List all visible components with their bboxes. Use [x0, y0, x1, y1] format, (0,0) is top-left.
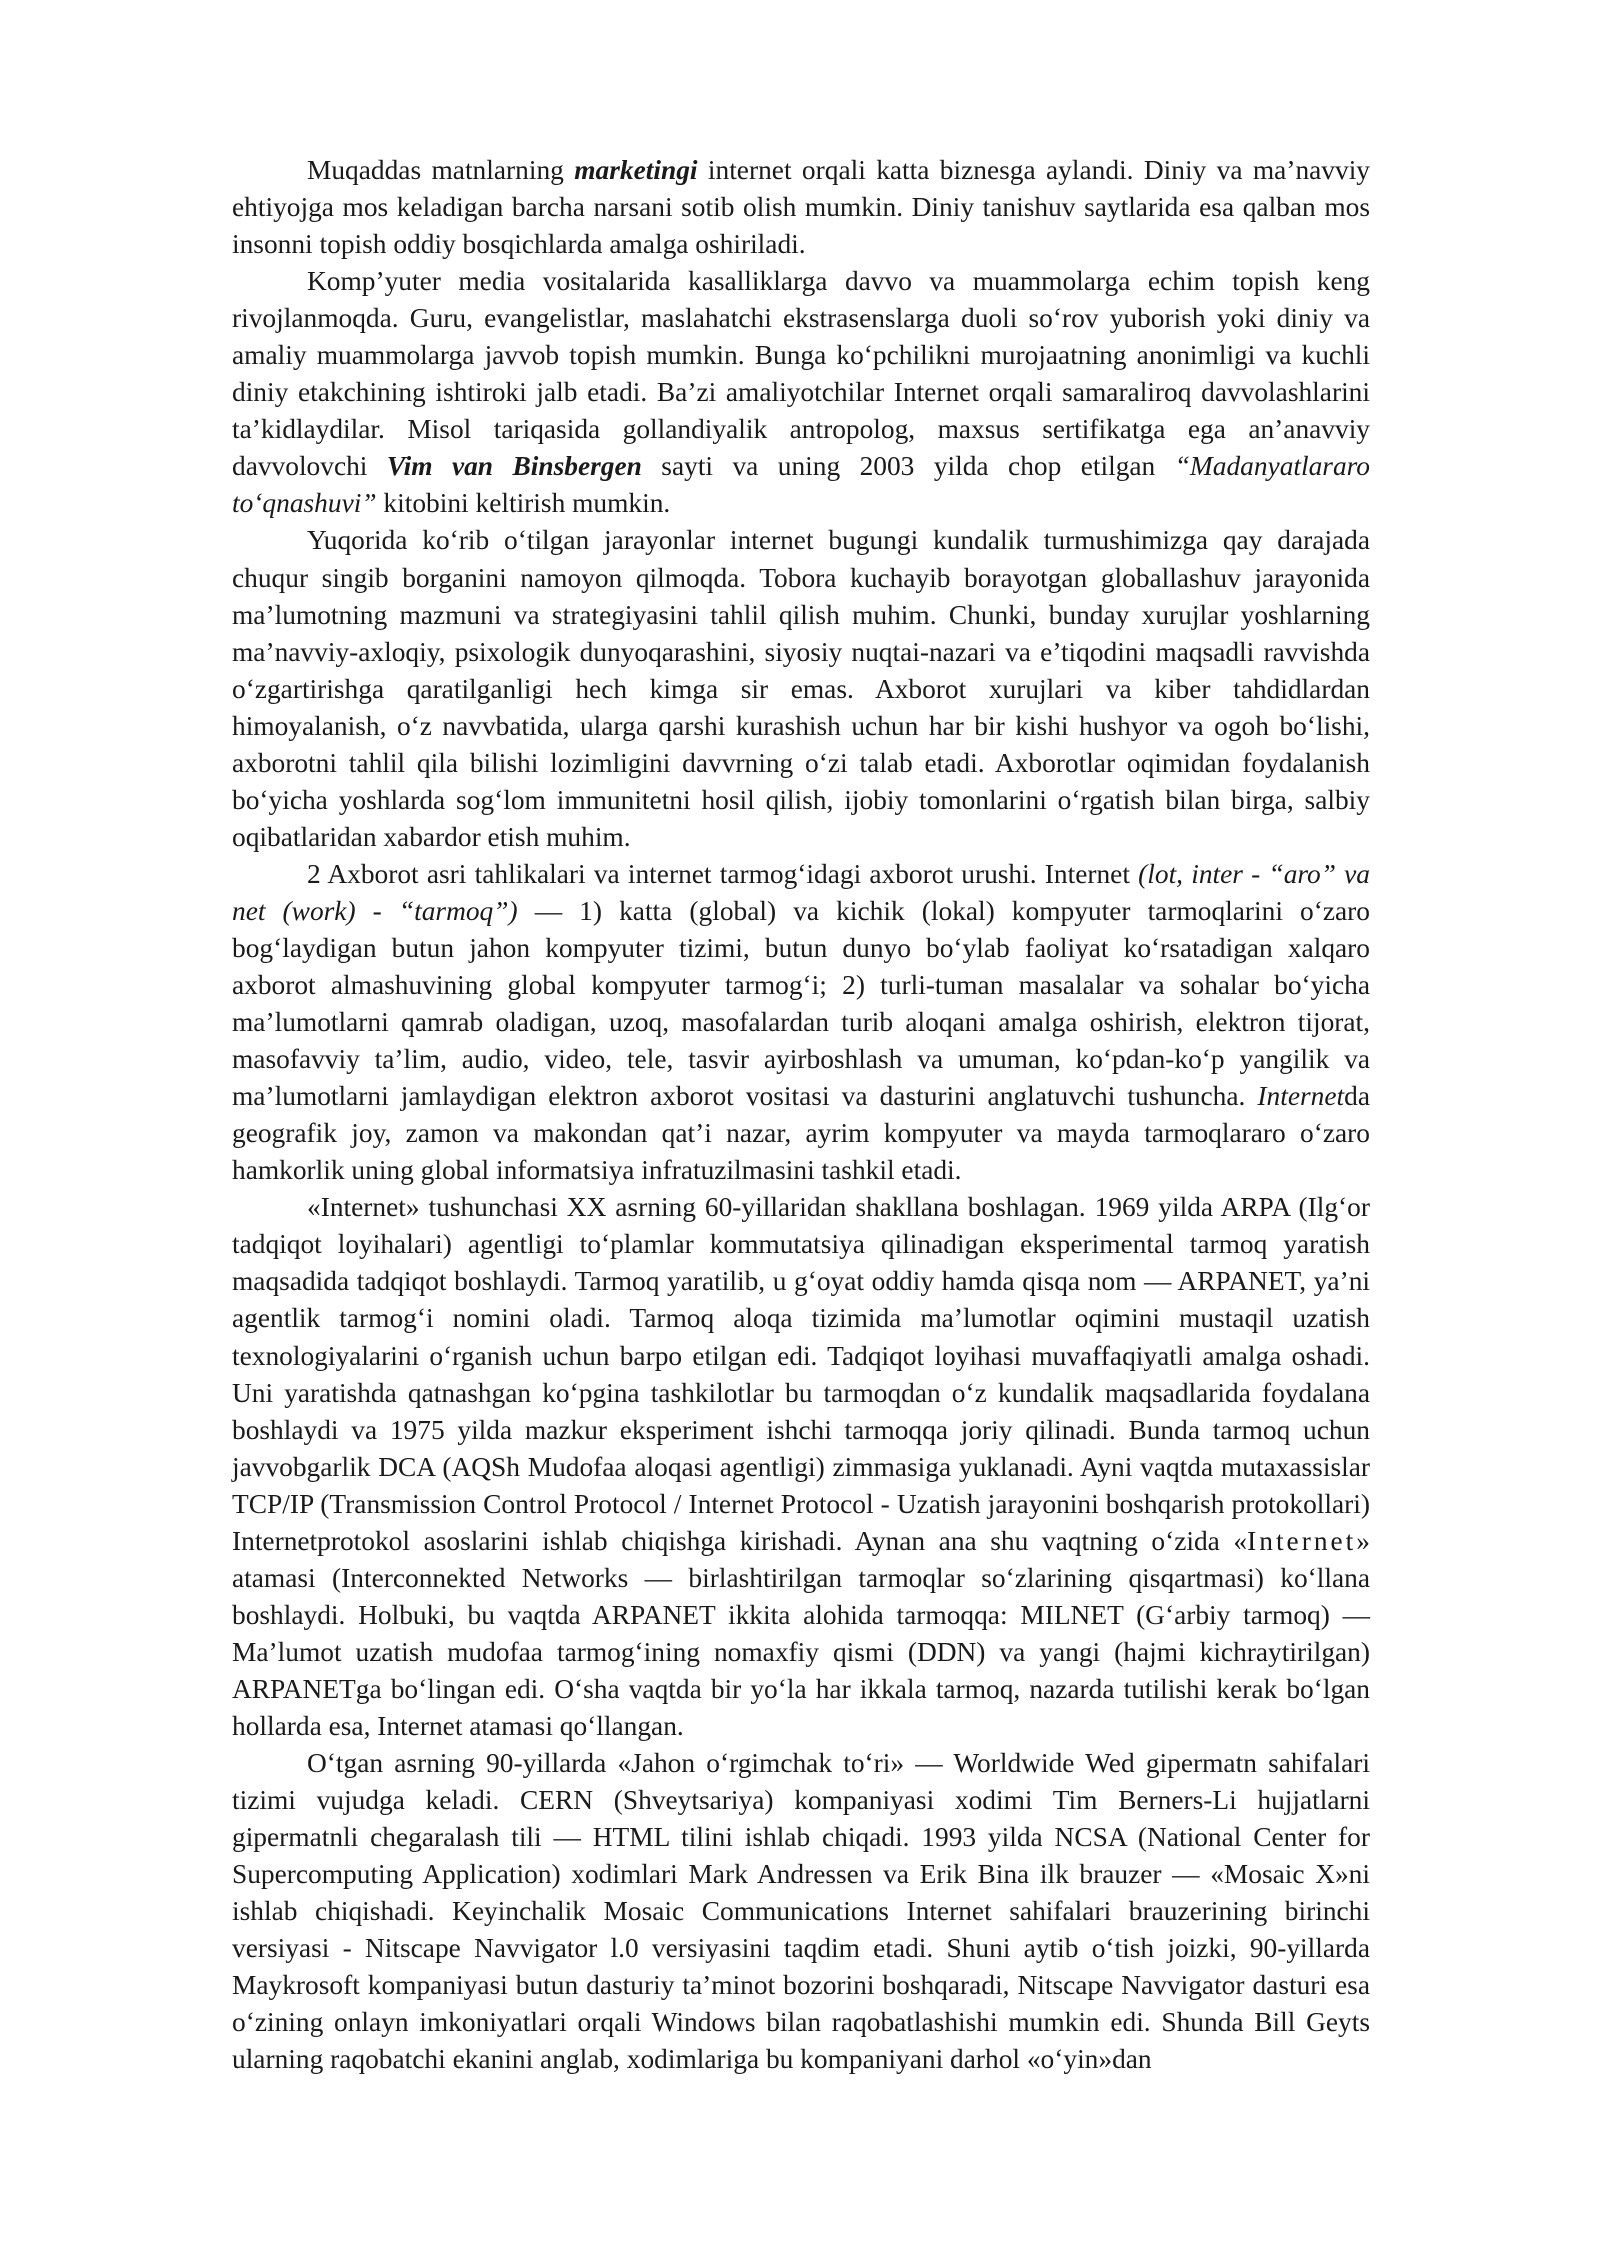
text-run: Yuqorida ko‘rib o‘tilgan jarayonlar internet bugungi kundalik turmushimizga qay darajada chuqur singib borganini namoyon qilmoqda. Tobora kuchayib borayotgan globallashuv jarayonida ma’lumotning mazmuni va strategiyasini tahlil qilish muhim. Chunki, bunday xurujlar yoshlarning ma’navviy-axloqiy, psixologik dunyoqarashini, siyosiy nuqtai-nazari va e’tiqodini maqsadli ravvishda o‘zgartirishga qaratilganligi hech kimga sir emas. Axborot xurujlari va kiber tahdidlardan himoyalanish, o‘z navvbatida, ularga qarshi kurashish uchun har bir kishi hushyor va ogoh bo‘lishi, axborotni tahlil qila bilishi lozimligini davvrning o‘zi talab etadi. Axborotlar oqimidan foydalanish bo‘yicha yoshlarda sog‘lom immunitetni hosil qilish, ijobiy tomonlarini o‘rgatish bilan birga, salbiy oqibatlaridan xabardor etish muhim. [232, 525, 1370, 852]
text-run: Komp’yuter media vositalarida kasalliklarga davvo va muammolarga echim topish keng rivojlanmoqda. Guru, evangelistlar, maslahatchi ekstrasenslarga duoli so‘rov yuborish yoki diniy va amaliy muammolarga javvob topish mumkin. Bunga ko‘pchilikni murojaatning anonimligi va kuchli diniy etakchining ishtiroki jalb etadi. Ba’zi amaliyotchilar Internet orqali samaraliroq davvolashlarini ta’kidlaydilar. Misol tariqasida gollandiyalik antropolog, maxsus sertifikatga ega an’anavviy davvolovchi [232, 266, 1370, 482]
paragraph-marketing [232, 152, 1370, 263]
text-run: Muqaddas matnlarning [307, 155, 575, 185]
document-page [232, 152, 1370, 2078]
text-run: «Internet» tushunchasi XX asrning 60-yillaridan shakllana boshlagan. 1969 yilda ARPA (Ilg‘or tadqiqot loyihalari) agentligi to‘plamlar kommutatsiya qilinadigan eksperimental tarmoq yaratish maqsadida tadqiqot boshlaydi. Tarmoq yaratilib, u g‘oyat oddiy hamda qisqa nom — ARPANET, ya’ni agentlik tarmog‘i nomini oladi. Tarmoq aloqa tizimida ma’lumotlar oqimini mustaqil uzatish texnologiyalarini o‘rganish uchun barpo etilgan edi. Tadqiqot loyihasi muvaffaqiyatli amalga oshadi. Uni yaratishda qatnashgan ko‘pgina tashkilotlar bu tarmoqdan o‘z kundalik maqsadlarida foydalana boshlaydi va 1975 yilda mazkur eksperiment ishchi tarmoqqa joriy qilinadi. Bunda tarmoq uchun javvobgarlik DCA (AQSh Mudofaa aloqasi agentligi) zimmasiga yuklanadi. Ayni vaqtda mutaxassislar TCP/IP (Transmission Control Protocol / Internet Protocol - Uzatish jarayonini boshqarish protokollari) Internetprotokol asoslarini ishlab chiqishga kirishadi. Aynan ana shu vaqtning o‘zida « [232, 1192, 1370, 1556]
emphasis-spaced-internet: Internet [1247, 1525, 1357, 1556]
emphasis-marketingi: marketingi [574, 155, 698, 185]
paragraph-www-history [232, 1745, 1370, 2078]
text-run: kitobini keltirish mumkin. [376, 488, 671, 519]
paragraph-internet-definition [232, 856, 1370, 1189]
paragraph-media-healing [232, 263, 1370, 522]
text-run: — 1) katta (global) va kichik (lokal) kompyuter tarmoqlarini o‘zaro bog‘laydigan butun jahon kompyuter tizimi, butun dunyo bo‘ylab faoliyat ko‘rsatadigan xalqaro axborot almashuvining global kompyuter tarmog‘i; 2) turli-tuman masalalar va sohalar bo‘yicha ma’lumotlarni qamrab oladigan, uzoq, masofalardan turib aloqani amalga oshirish, elektron tijorat, masofavviy ta’lim, audio, video, tele, tasvir ayirboshlash va umuman, ko‘pdan-ko‘p yangilik va ma’lumotlarni jamlaydigan elektron axborot vositasi va dasturini anglatuvchi tushuncha. [232, 895, 1371, 1112]
text-run: da geografik joy, zamon va makondan qat’i nazar, ayrim kompyuter va mayda tarmoqlararo o‘zaro hamkorlik uning global informatsiya infratuzilmasini tashkil etadi. [232, 1081, 1370, 1186]
text-run: » atamasi (Interconnekted Networks — birlashtirilgan tarmoqlar so‘zlarining qisqartmasi) ko‘llana boshlaydi. Holbuki, bu vaqtda ARPANET ikkita alohida tarmoqqa: MILNET (G‘arbiy tarmoq) — Ma’lumot uzatish mudofaa tarmog‘ining nomaxfiy qismi (DDN) va yangi (hajmi kichraytirilgan) ARPANETga bo‘lingan edi. O‘sha vaqtda bir yo‘la har ikkala tarmoq, nazarda tutilishi kerak bo‘lgan hollarda esa, Internet atamasi qo‘llangan. [232, 1525, 1370, 1741]
emphasis-etymology: (lot, inter - “aro” va net (work) - “tarmoq”) [232, 858, 1371, 926]
emphasis-book-title: “Madanyatlararo to‘qnashuvi” [232, 451, 1370, 519]
paragraph-internet-history [232, 1189, 1370, 1745]
text-run: sayti va uning 2003 yilda chop etilgan [641, 451, 1175, 482]
text-run: 2 Axborot asri tahlikalari va internet tarmog‘idagi axborot urushi. Internet [307, 858, 1139, 889]
text-run: internet orqali katta biznesga aylandi. Diniy va ma’navviy ehtiyojga mos keladigan barcha narsani sotib olish mumkin. Diniy tanishuv saytlarida esa qalban mos insonni topish oddiy bosqichlarda amalga oshiriladi. [232, 155, 1370, 260]
emphasis-author-name: Vim van Binsbergen [386, 451, 642, 482]
text-run: O‘tgan asrning 90-yillarda «Jahon o‘rgimchak to‘ri» — Worldwide Wed gipermatn sahifalari tizimi vujudga keladi. CERN (Shveytsariya) kompaniyasi xodimi Tim Berners-Li hujjatlarni gipermatnli chegaralash tili — HTML tilini ishlab chiqadi. 1993 yilda NCSA (National Center for Supercomputing Application) xodimlari Mark Andressen va Erik Bina ilk brauzer — «Mosaic X»ni ishlab chiqishadi. Keyinchalik Mosaic Communications Internet sahifalari brauzerining birinchi versiyasi - Nitscape Navvigator l.0 versiyasini taqdim etadi. Shuni aytib o‘tish joizki, 90-yillarda Maykrosoft kompaniyasi butun dasturiy ta’minot bozorini boshqaradi, Nitscape Navvigator dasturi esa o‘zining onlayn imkoniyatlari orqali Windows bilan raqobatlashishi mumkin edi. Shunda Bill Geyts ularning raqobatchi ekanini anglab, xodimlariga bu kompaniyani darhol «o‘yin»dan [232, 1748, 1370, 2075]
paragraph-globalization [232, 522, 1370, 855]
emphasis-internet: Internet [1257, 1081, 1345, 1112]
